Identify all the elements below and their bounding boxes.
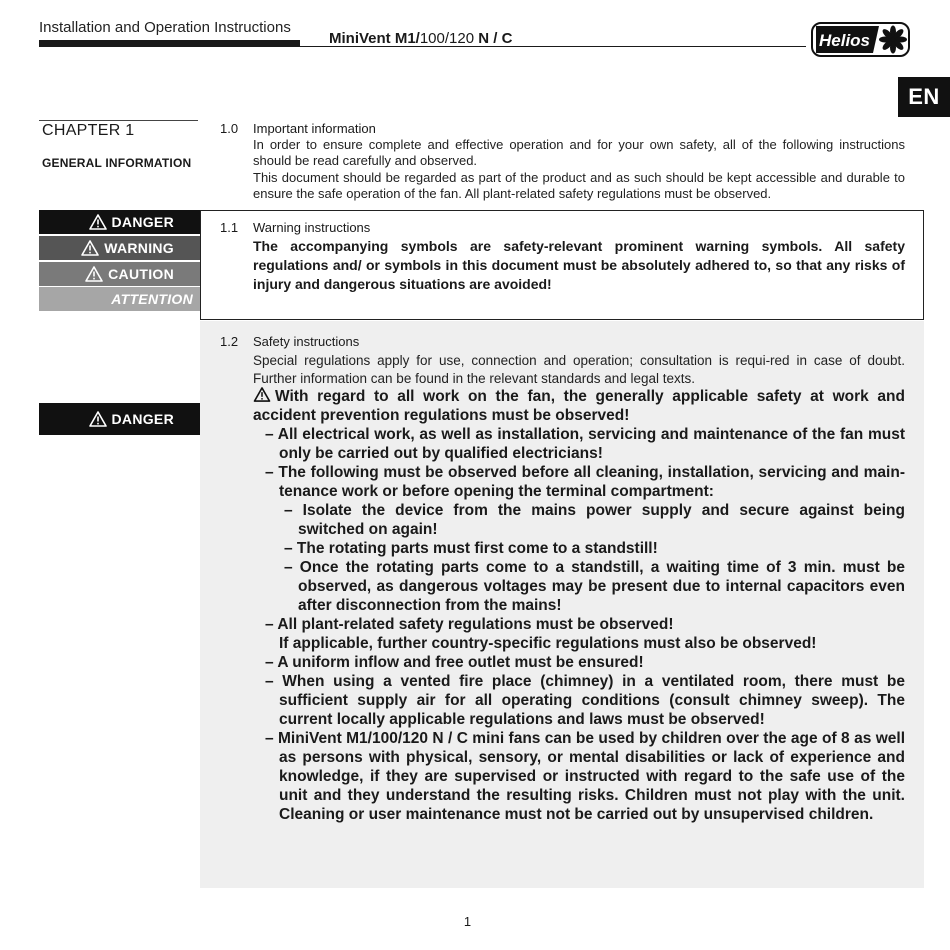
warning-label bbox=[39, 236, 200, 260]
section-1-1-title: Warning instructions bbox=[253, 220, 371, 235]
attention-label-text: ATTENTION bbox=[111, 291, 193, 307]
section-1-0-title: Important information bbox=[253, 121, 376, 136]
section-1-2-number: 1.2 bbox=[220, 334, 239, 349]
danger-label bbox=[39, 210, 200, 234]
safety-instructions-list bbox=[253, 387, 905, 824]
warning-label-text: WARNING bbox=[104, 240, 174, 256]
safety-lead bbox=[253, 387, 905, 425]
list-item: – All plant-related safety regulations must be observed! bbox=[265, 616, 674, 633]
document-title: Installation and Operation Instructions bbox=[39, 19, 291, 36]
chapter-rule bbox=[39, 120, 198, 121]
danger-label-text: DANGER bbox=[111, 214, 174, 230]
list-item: – Isolate the device from the mains power supply and secure against being switched on again! bbox=[284, 502, 905, 538]
list-item: If applicable, further country-specific regulations must also be observed! bbox=[279, 635, 817, 652]
page-number: 1 bbox=[463, 914, 472, 929]
list-item: – Once the rotating parts come to a standstill, a waiting time of 3 min. must be observed, as dangerous voltages may be present due to internal capacitors even after disconnection from the mains! bbox=[284, 559, 905, 614]
header-thick-rule bbox=[39, 40, 300, 47]
caution-label bbox=[39, 262, 200, 286]
section-1-2-intro: Special regulations apply for use, connection and operation; consultation is requi-red in case of doubt. Further information can be found in the relevant standards and legal texts. bbox=[253, 353, 905, 386]
chapter-title: CHAPTER 1 bbox=[42, 122, 135, 139]
list-item: – When using a vented fire place (chimney) in a ventilated room, there must be sufficient supply air for all operating conditions (consult chimney sweep). The current locally applicable regulations and laws must be observed! bbox=[265, 673, 905, 728]
helios-logo bbox=[811, 22, 910, 57]
caution-label-text: CAUTION bbox=[108, 266, 174, 282]
section-1-1-number: 1.1 bbox=[220, 220, 239, 235]
danger-label-2-text: DANGER bbox=[111, 411, 174, 427]
warning-triangle-icon bbox=[81, 240, 99, 256]
section-1-0-para-2: This document should be regarded as part of the product and as such should be kept accessible and durable to ensure the safe operation of the fan. All plant-related safety regulations must be observed. bbox=[253, 170, 905, 202]
warning-triangle-icon bbox=[253, 387, 271, 402]
list-item: – All electrical work, as well as installation, servicing and maintenance of the fan must only be carried out by qualified electricians! bbox=[265, 426, 905, 462]
safety-lead-text: With regard to all work on the fan, the generally applicable safety at work and accident prevention regulations must be observed! bbox=[253, 388, 905, 424]
warning-triangle-icon bbox=[89, 214, 107, 230]
list-item: – A uniform inflow and free outlet must be ensured! bbox=[265, 654, 644, 671]
list-item: – The following must be observed before all cleaning, installation, servicing and main-tenance work or before opening the terminal compartment: bbox=[265, 464, 905, 500]
model-name bbox=[329, 30, 512, 47]
danger-label-2 bbox=[39, 403, 200, 435]
section-1-0-number: 1.0 bbox=[220, 121, 239, 136]
list-item: – MiniVent M1/100/120 N / C mini fans can be used by children over the age of 8 as well as persons with physical, sensory, or mental disabilities or lack of experience and knowledge, if they are supervised or instructed with regard to the safe use of the unit and they understand the resulting risks. Children must not play with the unit. Cleaning or user maintenance must not be carried out by unsupervised children. bbox=[265, 730, 905, 823]
section-1-2-title: Safety instructions bbox=[253, 334, 360, 349]
svg-text:Helios: Helios bbox=[819, 31, 871, 50]
model-name-regular: 100/120 bbox=[419, 30, 479, 47]
language-tab: EN bbox=[898, 77, 950, 117]
warning-triangle-icon bbox=[85, 266, 103, 282]
model-name-bold: MiniVent M1/ bbox=[329, 30, 420, 47]
chapter-subtitle: GENERAL INFORMATION bbox=[42, 156, 192, 170]
warning-triangle-icon bbox=[89, 411, 107, 427]
section-1-1-text: The accompanying symbols are safety-relevant prominent warning symbols. All safety regulations and/ or symbols in this document must be absolutely adhered to, so that any risks of injury and dangerous situations are avoided! bbox=[253, 238, 905, 292]
list-item: – The rotating parts must first come to a standstill! bbox=[284, 540, 658, 557]
section-1-0-para-1: In order to ensure complete and effective operation and for your own safety, all of the following instructions should be read carefully and observed. bbox=[253, 137, 905, 169]
attention-label bbox=[39, 287, 200, 311]
model-name-suffix: N / C bbox=[478, 30, 513, 47]
